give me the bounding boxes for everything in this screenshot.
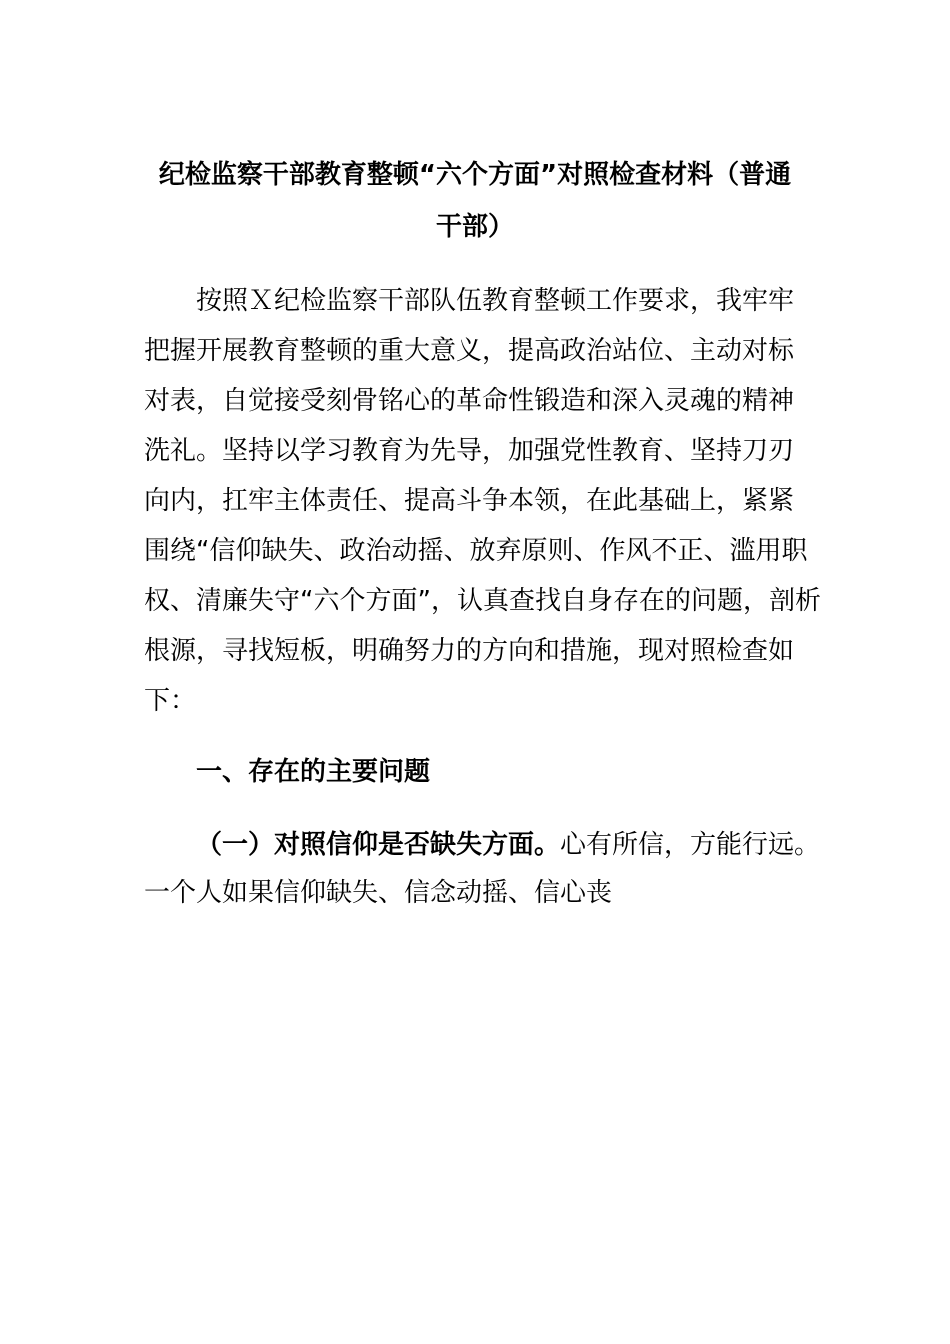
intro-line-9: 下： (144, 686, 197, 716)
subsection-1-text: 心有所信，方能行远。 (560, 830, 821, 860)
intro-line-3: 对表，自觉接受刻骨铭心的革命性锻造和深入灵魂的精神 (144, 386, 795, 416)
intro-line-6: 围绕“信仰缺失、政治动摇、放弃原则、作风不正、滥用职 (144, 536, 808, 566)
subsection-1-first-line (196, 827, 820, 863)
subsection-1-second-line: 一个人如果信仰缺失、信念动摇、信心丧 (144, 878, 613, 908)
intro-line-4: 洗礼。坚持以学习教育为先导，加强党性教育、坚持刀刃 (144, 436, 795, 466)
intro-line-5: 向内，扛牢主体责任、提高斗争本领，在此基础上，紧紧 (144, 486, 795, 516)
intro-line-8: 根源，寻找短板，明确努力的方向和措施，现对照检查如 (144, 636, 795, 666)
subsection-1-heading: （一）对照信仰是否缺失方面。 (196, 830, 561, 860)
section-heading-1: 一、存在的主要问题 (196, 757, 431, 787)
intro-line-2: 把握开展教育整顿的重大意义，提高政治站位、主动对标 (144, 336, 795, 366)
document-title-line-1: 纪检监察干部教育整顿“六个方面”对照检查材料（普通 (158, 160, 792, 190)
intro-line-1: 按照Ｘ纪检监察干部队伍教育整顿工作要求，我牢牢 (196, 286, 795, 316)
intro-line-7: 权、清廉失守“六个方面”，认真查找自身存在的问题，剖析 (144, 586, 821, 616)
document-title-line-2: 干部） (435, 212, 514, 242)
